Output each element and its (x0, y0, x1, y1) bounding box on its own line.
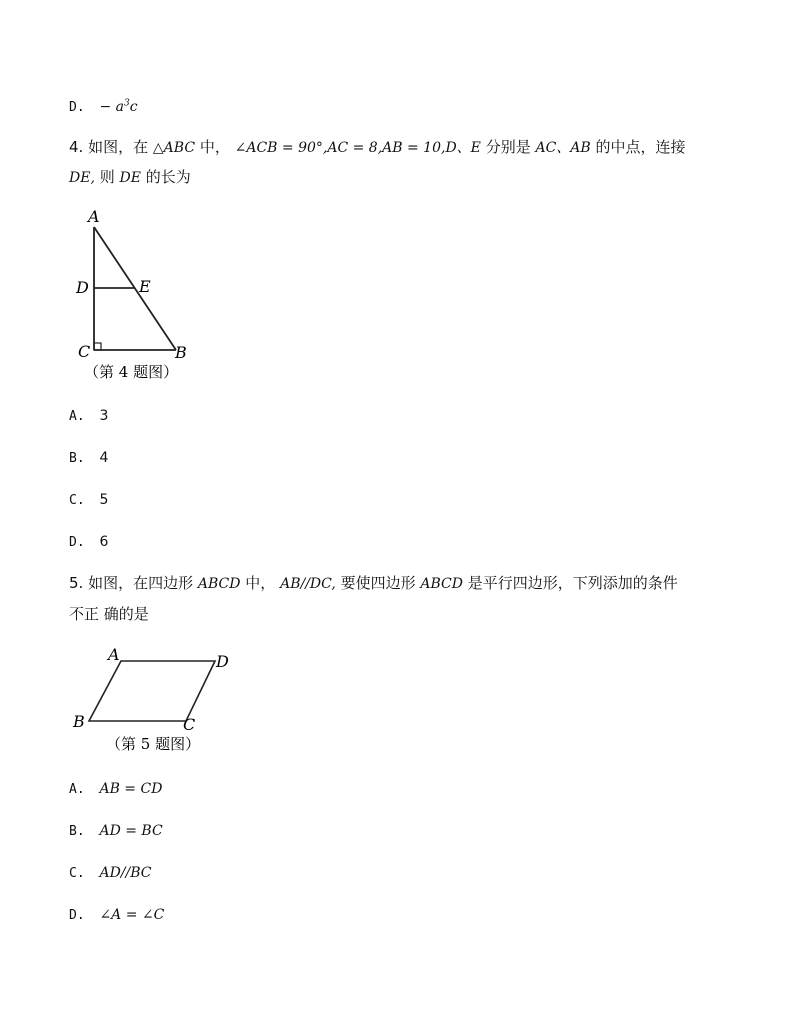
option-value: 6 (99, 534, 109, 550)
q5-option[interactable] (69, 779, 162, 800)
option-value: 3 (99, 408, 109, 424)
option-label: C. (69, 493, 85, 508)
option-value: AB = CD (99, 781, 163, 797)
option-label: B. (69, 451, 85, 466)
q4-de: DE (119, 170, 141, 186)
prev-option-d (69, 93, 138, 118)
q5-abcd: ABCD (420, 576, 463, 592)
q4-option[interactable] (69, 406, 108, 427)
option-value: 4 (99, 450, 109, 466)
option-value: AD//BC (99, 865, 152, 881)
q4-text: 分别是 (485, 138, 531, 156)
option-label: B. (69, 824, 85, 839)
parallelogram-diagram (70, 643, 240, 758)
q4-de: DE, (69, 170, 95, 186)
q4-text: 如图，在 (88, 138, 149, 156)
point-label-e: E (139, 277, 151, 296)
q5-text: 如图，在四边形 (88, 574, 194, 592)
q4-number: 4. (69, 138, 84, 156)
q5-text-line2 (69, 604, 149, 624)
point-label-a: A (88, 207, 100, 226)
q4-text-line2 (69, 167, 191, 188)
q5-abcd: ABCD (197, 576, 241, 592)
point-label-b: B (73, 712, 85, 731)
point-label-d: D (216, 652, 229, 671)
option-label: A. (69, 782, 85, 797)
q5-option[interactable] (69, 863, 151, 884)
q5-option[interactable] (69, 821, 163, 842)
q5-text: 不正 确的是 (69, 605, 149, 623)
q5-text: 中， (245, 574, 276, 592)
q4-text: 则 (99, 168, 115, 186)
figure-caption: （第 4 题图） (84, 363, 179, 381)
triangle-diagram (70, 205, 210, 385)
option-content: − $a^3c$ (99, 98, 138, 115)
q4-figure (70, 205, 210, 389)
q5-text: 要使四边形 (340, 574, 416, 592)
q4-text: 中， (199, 138, 230, 156)
q5-figure (70, 643, 240, 762)
option-label: D. (69, 535, 85, 550)
option-label: A. (69, 409, 85, 424)
q4-text: 的长为 (145, 168, 191, 186)
q4-option[interactable] (69, 532, 108, 553)
q5-text-line1 (69, 573, 678, 594)
point-label-a: A (108, 645, 120, 664)
point-label-b: B (175, 343, 187, 362)
q4-triangle: △ABC (152, 140, 196, 156)
q4-text-line1 (69, 137, 686, 158)
q4-ac-ab: AC、AB (535, 140, 591, 156)
q4-text: 的中点，连接 (595, 138, 686, 156)
point-label-d: D (76, 278, 89, 297)
point-label-c: C (183, 715, 196, 734)
q5-number: 5. (69, 574, 84, 592)
option-label: D. (69, 908, 85, 923)
option-label: D. (69, 99, 85, 115)
option-value: ∠A = ∠C (99, 907, 165, 923)
option-label: C. (69, 866, 85, 881)
point-label-c: C (78, 342, 91, 361)
figure-caption: （第 5 题图） (106, 735, 201, 753)
q5-option[interactable] (69, 905, 164, 926)
option-value: 5 (99, 492, 109, 508)
q5-text: 是平行四边形，下列添加的条件 (467, 574, 678, 592)
q4-option[interactable] (69, 448, 108, 469)
q4-option[interactable] (69, 490, 108, 511)
option-value: AD = BC (99, 823, 163, 839)
q5-parallel: AB//DC, (280, 576, 336, 592)
q4-condition: ∠ACB = 90°,AC = 8,AB = 10,D、E (234, 140, 481, 156)
